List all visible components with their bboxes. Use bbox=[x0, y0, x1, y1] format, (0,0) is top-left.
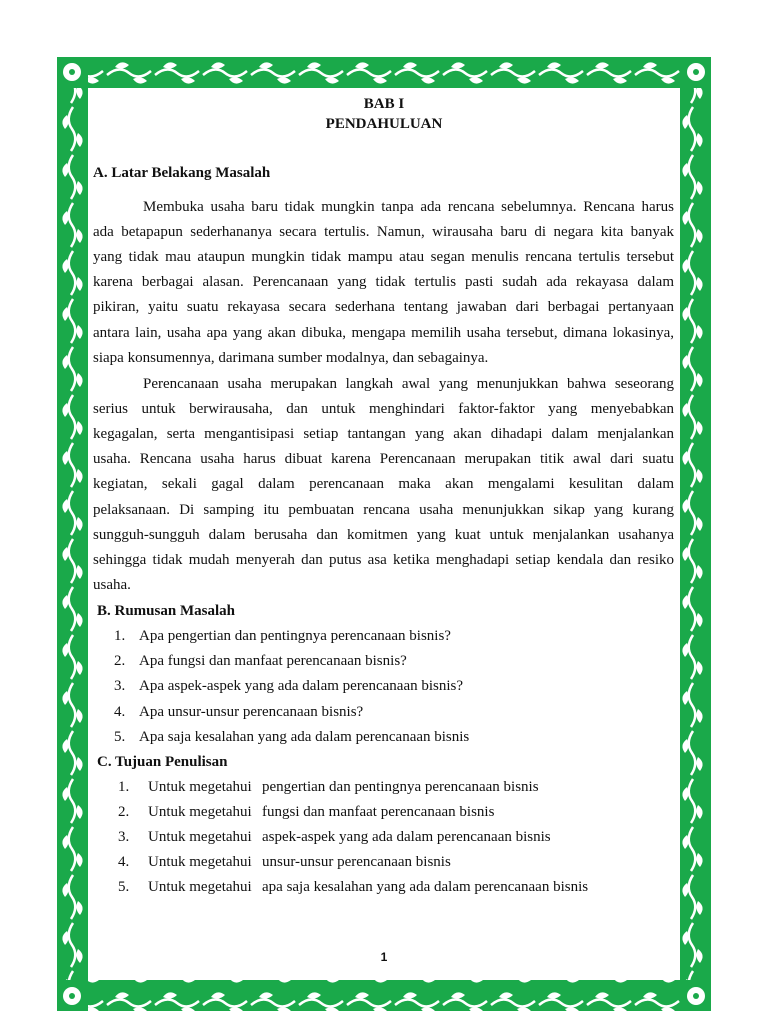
list-item-prefix: Untuk megetahui bbox=[148, 854, 252, 871]
paragraph-line: pikiran, yaitu suatu rekayasa secara sederhana tentang jawaban dari berbagai pertanyaan bbox=[93, 299, 674, 316]
list-number: 3. bbox=[114, 678, 126, 695]
list-item-text: aspek-aspek yang ada dalam perencanaan bisnis bbox=[262, 829, 551, 846]
list-number: 1. bbox=[114, 628, 126, 644]
paragraph-line: usaha. bbox=[93, 576, 131, 593]
paragraph-line: yang tidak mau ataupun mungkin tidak mampu atau segan menulis rencana tertulis tersebut bbox=[93, 249, 674, 266]
list-item-prefix: Untuk megetahui bbox=[148, 779, 252, 795]
list-item-prefix: Untuk megetahui bbox=[148, 829, 252, 846]
list-item-text: Apa unsur-unsur perencanaan bisnis? bbox=[139, 703, 364, 720]
paragraph-line: sungguh-sungguh dalam berusaha dan komitmen yang kuat untuk menjalankan usahanya bbox=[93, 526, 674, 543]
chapter-label: BAB I bbox=[363, 96, 405, 112]
paragraph-line: usaha. Rencana usaha harus dibuat karena Perencanaan merupakan titik awal dari suatu bbox=[93, 451, 674, 468]
list-number: 5. bbox=[114, 728, 126, 745]
list-number: 2. bbox=[118, 804, 130, 821]
list-item-text: Apa aspek-aspek yang ada dalam perencanaan bisnis? bbox=[139, 678, 464, 695]
section-b-title: B. Rumusan Masalah bbox=[97, 603, 235, 619]
paragraph-line: karena berbagai alasan. Perencanaan yang tidak tertulis pasti sudah ada rekayasa dalam bbox=[93, 274, 674, 291]
section-c-title: C. Tujuan Penulisan bbox=[97, 754, 228, 770]
paragraph-line: Membuka usaha baru tidak mungkin tanpa ada rencana sebelumnya. Rencana harus bbox=[143, 199, 674, 215]
page-number: 1 bbox=[380, 950, 388, 964]
list-number: 4. bbox=[114, 703, 126, 720]
paragraph-line: pelaksanaan. Di samping itu pembuatan rencana usaha menunjukkan sikap yang kurang bbox=[93, 501, 674, 518]
paragraph-line: Perencanaan usaha merupakan langkah awal yang menunjukkan bahwa seseorang bbox=[143, 376, 674, 392]
list-item-prefix: Untuk megetahui bbox=[148, 879, 252, 896]
list-number: 3. bbox=[118, 829, 130, 846]
list-number: 1. bbox=[118, 779, 130, 795]
list-item-text: pengertian dan pentingnya perencanaan bisnis bbox=[262, 779, 539, 795]
list-item-text: Apa saja kesalahan yang ada dalam perencanaan bisnis bbox=[139, 728, 470, 745]
list-item-prefix: Untuk megetahui bbox=[148, 804, 252, 821]
chapter-title: PENDAHULUAN bbox=[325, 116, 443, 132]
paragraph-line: kegagalan, serta mengantisipasi setiap tantangan yang akan dihadapi dalam menjalankan bbox=[93, 426, 674, 443]
section-a-title: A. Latar Belakang Masalah bbox=[93, 165, 271, 181]
paragraph-line: kegiatan, sekali gagal dalam perencanaan maka akan mengalami kesulitan dalam bbox=[93, 476, 674, 493]
list-item-text: Apa pengertian dan pentingnya perencanaan bisnis? bbox=[139, 628, 451, 644]
paragraph-line: serius untuk berwirausaha, dan untuk menghindari faktor-faktor yang menyebabkan bbox=[93, 401, 674, 418]
paragraph-line: sehingga tidak mudah menyerah dan putus asa ketika menghadapi setiap kendala dan resiko bbox=[93, 551, 674, 568]
list-number: 4. bbox=[118, 854, 130, 871]
list-number: 5. bbox=[118, 879, 130, 896]
paragraph-line: siapa konsumennya, darimana sumber modalnya, dan sebagainya. bbox=[93, 349, 489, 366]
paragraph-line: ada betapapun sederhananya secara tertulis. Namun, wirausaha baru di negara kita banyak bbox=[93, 224, 674, 241]
list-item-text: unsur-unsur perencanaan bisnis bbox=[262, 854, 451, 871]
list-item-text: apa saja kesalahan yang ada dalam perencanaan bisnis bbox=[262, 879, 589, 896]
list-item-text: Apa fungsi dan manfaat perencanaan bisnis? bbox=[139, 653, 407, 670]
paragraph-line: antara lain, usaha apa yang akan dibuka, mengapa memilih usaha tersebut, dimana lokasinya, bbox=[93, 324, 674, 341]
list-item-text: fungsi dan manfaat perencanaan bisnis bbox=[262, 804, 495, 821]
list-number: 2. bbox=[114, 653, 126, 670]
